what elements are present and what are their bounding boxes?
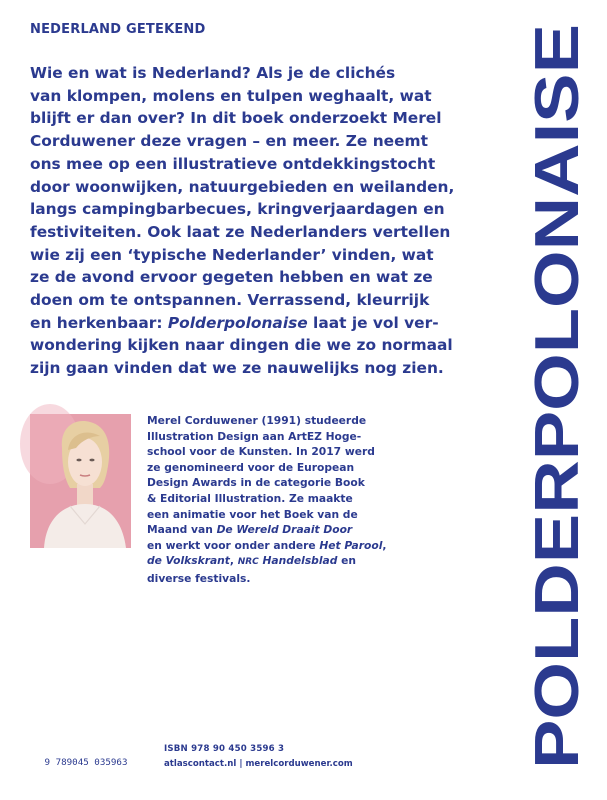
- newspaper-title-italic: de Volkskrant: [147, 554, 230, 568]
- blurb-line: doen om te ontspannen. Verrassend, kleurrijk: [30, 291, 430, 310]
- blurb-line: zijn gaan vinden dat we ze nauwelijks nog zien.: [30, 359, 444, 378]
- bio-line: ze genomineerd voor de European: [147, 460, 355, 474]
- bio-text: en werkt voor onder andere: [147, 538, 320, 552]
- bio-line: school voor de Kunsten. In 2017 werd: [147, 445, 375, 459]
- bio-text: ,: [229, 554, 238, 568]
- bio-line: een animatie voor het Boek van de: [147, 507, 358, 521]
- bio-line: Merel Corduwener (1991) studeerde: [147, 414, 367, 427]
- bio-line: Design Awards in de categorie Book: [147, 476, 365, 490]
- blurb-line: festiviteiten. Ook laat ze Nederlanders vertellen: [30, 222, 451, 241]
- bio-line: [147, 538, 437, 554]
- bio-text: ,: [382, 538, 387, 552]
- bio-text: Handelsblad: [258, 554, 338, 568]
- nrc-smallcaps: NRC: [237, 557, 259, 568]
- bio-line: & Editorial Illustration. Ze maakte: [147, 491, 353, 505]
- show-title-italic: De Wereld Draait Door: [216, 523, 353, 537]
- barcode-graphic: [30, 682, 142, 767]
- bio-text: Maand van: [147, 523, 217, 537]
- bio-line: [147, 553, 437, 571]
- blurb-line: wie zij een ‘typische Nederlander’ vinden, wat: [30, 245, 434, 264]
- isbn-barcode: [30, 682, 142, 767]
- blurb-text: laat je vol ver-: [307, 313, 439, 332]
- vertical-book-title: [520, 24, 592, 769]
- blurb-line: ons mee op een illustratieve ontdekkingstocht: [30, 154, 436, 173]
- blurb-line: blijft er dan over? In dit boek onderzoekt Merel: [30, 109, 442, 128]
- bio-line: Illustration Design aan ArtEZ Hoge-: [147, 429, 362, 443]
- newspaper-title-italic: Het Parool: [319, 538, 383, 552]
- series-subtitle: NEDERLAND GETEKEND: [30, 22, 206, 37]
- blurb-line: langs campingbarbecues, kringverjaardagen en: [30, 200, 445, 219]
- spine-title-graphic: [520, 24, 592, 769]
- back-cover-blurb: [30, 62, 520, 380]
- blurb-line: wondering kijken naar dingen die we zo normaal: [30, 336, 453, 355]
- isbn-number: ISBN 978 90 450 3596 3: [164, 744, 285, 754]
- blurb-line: ze de avond ervoor gegeten hebben en wat ze: [30, 268, 433, 287]
- author-portrait-illustration: [30, 414, 131, 548]
- blurb-line: door woonwijken, natuurgebieden en weilanden,: [30, 177, 455, 196]
- author-photo: [30, 414, 131, 548]
- bio-line: diverse festivals.: [147, 571, 251, 585]
- blurb-line: Corduwener deze vragen – en meer. Ze neemt: [30, 132, 428, 151]
- bio-line: [147, 522, 437, 538]
- book-title-italic: Polderpolonaise: [167, 313, 308, 332]
- publisher-urls: atlascontact.nl | merelcorduwener.com: [164, 759, 353, 769]
- bio-text: en: [337, 554, 356, 568]
- blurb-line: [30, 312, 520, 335]
- newspaper-title-italic: [238, 554, 338, 567]
- spine-title-text: POLDERPOLONAISE: [523, 145, 592, 769]
- author-bio: [147, 413, 437, 587]
- blurb-line: Wie en wat is Nederland? Als je de clichés: [30, 64, 396, 82]
- blurb-text: en herkenbaar:: [30, 313, 168, 332]
- barcode-digits: 9 789045 035963: [44, 757, 128, 768]
- blurb-line: van klompen, molens en tulpen weghaalt, wat: [30, 86, 432, 105]
